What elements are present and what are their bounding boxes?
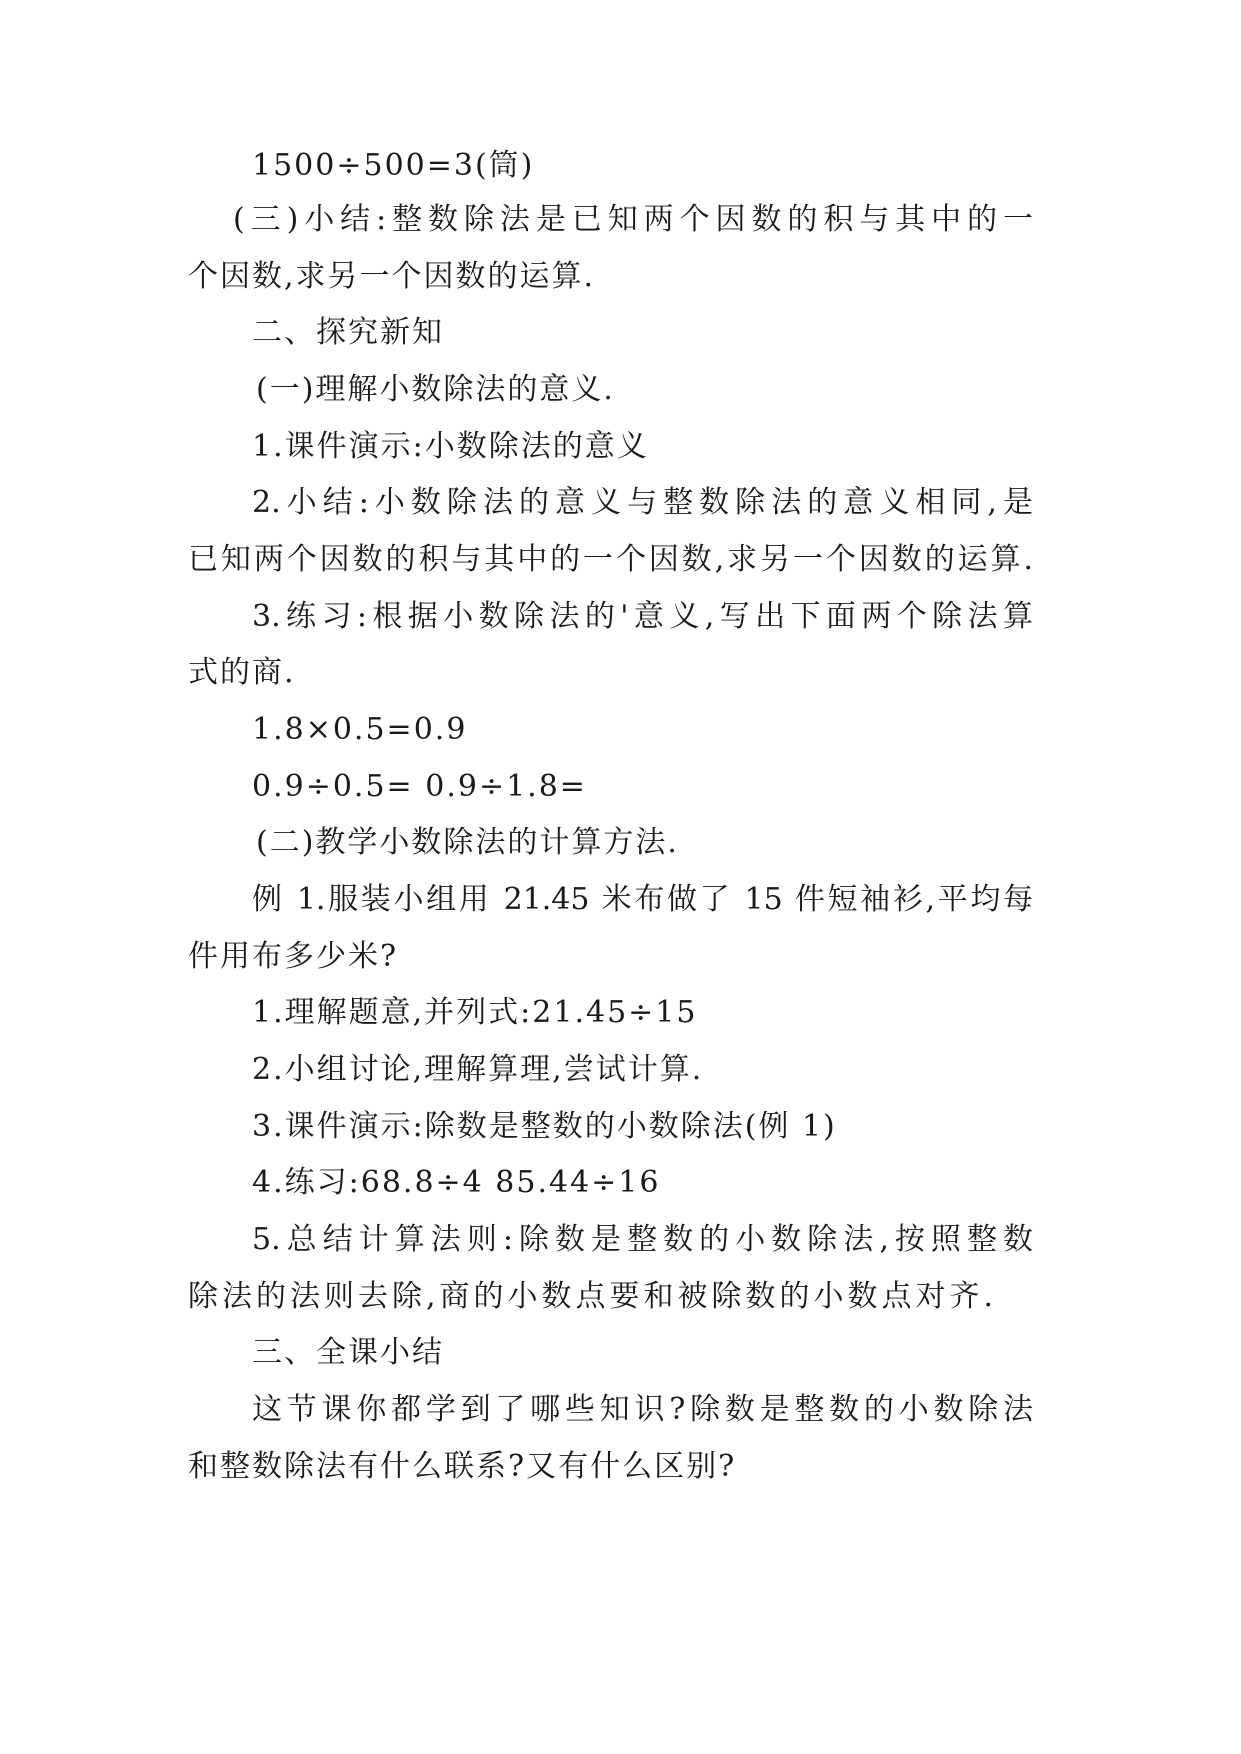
list-item: 2.小组讨论,理解算理,尝试计算. — [252, 1052, 704, 1087]
paragraph-line: 除法的法则去除,商的小数点要和被除数的小数点对齐. — [188, 1279, 993, 1314]
list-item: 1.理解题意,并列式:21.45÷15 — [252, 995, 698, 1030]
summary-paragraph-line: (三)小结:整数除法是已知两个因数的积与其中的一 — [233, 202, 1033, 237]
list-item: 4.练习:68.8÷4 85.44÷16 — [252, 1165, 661, 1200]
equation-line: 0.9÷0.5= 0.9÷1.8= — [252, 769, 587, 804]
subsection-heading: (二)教学小数除法的计算方法. — [256, 825, 679, 860]
section-heading: 三、全课小结 — [252, 1335, 444, 1370]
example-line: 例 1.服装小组用 21.45 米布做了 15 件短袖衫,平均每 — [252, 882, 1033, 917]
example-line: 件用布多少米? — [188, 939, 399, 974]
subsection-heading: (一)理解小数除法的意义. — [256, 372, 615, 407]
list-item: 1.课件演示:小数除法的意义 — [252, 429, 649, 464]
summary-paragraph-line: 个因数,求另一个因数的运算. — [188, 259, 596, 294]
list-item: 3.课件演示:除数是整数的小数除法(例 1) — [252, 1109, 837, 1144]
paragraph-line: 这节课你都学到了哪些知识?除数是整数的小数除法 — [252, 1392, 1033, 1427]
paragraph-line: 5.总结计算法则:除数是整数的小数除法,按照整数 — [252, 1222, 1033, 1257]
paragraph-line: 式的商. — [188, 655, 296, 690]
equation-line: 1.8×0.5=0.9 — [252, 712, 468, 747]
paragraph-line: 已知两个因数的积与其中的一个因数,求另一个因数的运算. — [188, 542, 1033, 577]
paragraph-line: 和整数除法有什么联系?又有什么区别? — [188, 1449, 737, 1484]
paragraph-line: 3.练习:根据小数除法的'意义,写出下面两个除法算 — [252, 599, 1033, 634]
equation-line: 1500÷500=3(筒) — [252, 148, 535, 183]
section-heading: 二、探究新知 — [252, 315, 444, 350]
paragraph-line: 2.小结:小数除法的意义与整数除法的意义相同,是 — [252, 485, 1033, 520]
